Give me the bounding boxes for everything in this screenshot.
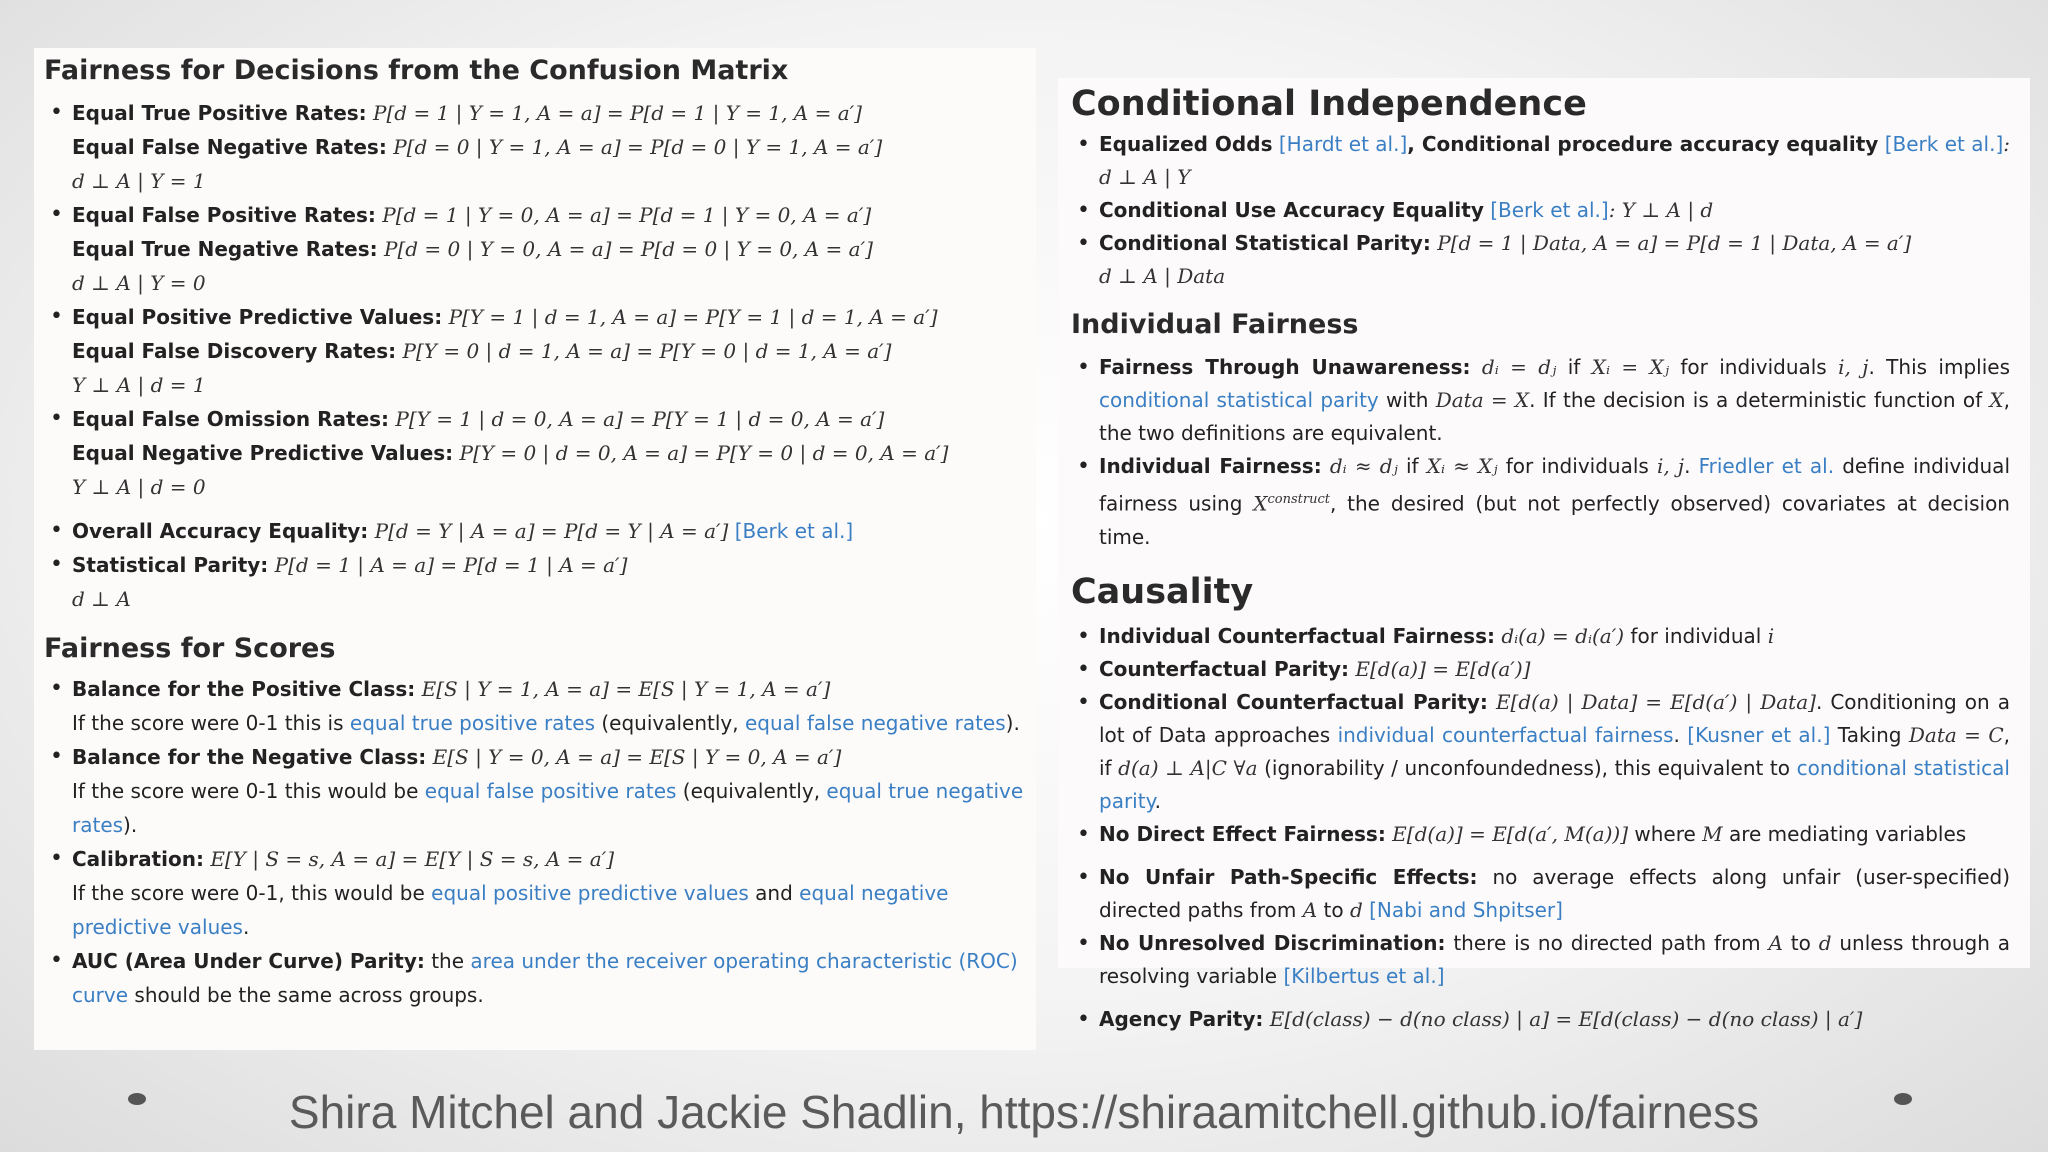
list-item: • Conditional Counterfactual Parity: E[d(a) | Data] = E[d(a′) | Data]. Conditioning on a lot of Data approaches individual counterfactual fairness. [Kusner et al.] Taking Data = C, if d(a) ⊥ A|C ∀a (ignorability / unconfoundedness), this equivalent to conditional statistical parity.	[1071, 686, 2010, 818]
link[interactable]: equal true positive rates	[349, 711, 595, 735]
citation-link[interactable]: [Berk et al.]	[734, 519, 854, 543]
list-item: • Equal Positive Predictive Values: P[Y = 1 | d = 1, A = a] = P[Y = 1 | d = 1, A = a′] Equal False Discovery Rates: P[Y = 0 | d = 1, A = a] = P[Y = 0 | d = 1, A = a′] Y ⊥ A | d = 1	[44, 300, 1026, 402]
citation-link[interactable]: [Berk et al.]	[1878, 132, 2004, 156]
list-item: • No Unfair Path-Specific Effects: no average effects along unfair (user-specified) directed paths from A to d [Nabi and Shpitser]	[1071, 861, 2010, 927]
causality-list	[1071, 620, 2010, 1036]
citation-link[interactable]: [Berk et al.]	[1483, 198, 1609, 222]
list-item: • Conditional Statistical Parity: P[d = 1 | Data, A = a] = P[d = 1 | Data, A = a′] d ⊥ A | Data	[1071, 227, 2010, 293]
list-item: • Equal False Positive Rates: P[d = 1 | Y = 0, A = a] = P[d = 1 | Y = 0, A = a′] Equal True Negative Rates: P[d = 0 | Y = 0, A = a] = P[d = 0 | Y = 0, A = a′] d ⊥ A | Y = 0	[44, 198, 1026, 300]
list-item: • Agency Parity: E[d(class) − d(no class) | a] = E[d(class) − d(no class) | a′]	[1071, 1003, 2010, 1036]
link[interactable]: equal negative predictive values	[72, 881, 949, 939]
list-item: • AUC (Area Under Curve) Parity: the area under the receiver operating characteristic (ROC) curve should be the same across groups.	[44, 944, 1026, 1012]
scores-list	[44, 672, 1026, 1012]
link[interactable]: area under the receiver operating characteristic (ROC) curve	[72, 949, 1018, 1007]
citation-link[interactable]: [Nabi and Shpitser]	[1369, 897, 1563, 922]
list-item: • Conditional Use Accuracy Equality [Berk et al.]: Y ⊥ A | d	[1071, 194, 2010, 227]
list-item: • Overall Accuracy Equality: P[d = Y | A = a] = P[d = Y | A = a′] [Berk et al.]	[44, 514, 1026, 548]
ci-list	[1071, 128, 2010, 293]
list-item: • Equal True Positive Rates: P[d = 1 | Y = 1, A = a] = P[d = 1 | Y = 1, A = a′] Equal False Negative Rates: P[d = 0 | Y = 1, A = a] = P[d = 0 | Y = 1, A = a′] d ⊥ A | Y = 1	[44, 96, 1026, 198]
link[interactable]: equal true negative rates	[72, 779, 1024, 837]
section-title-individual-fairness: Individual Fairness	[1071, 309, 1359, 340]
citation-link[interactable]: [Kusner et al.]	[1687, 722, 1831, 747]
citation-link[interactable]: [Hardt et al.]	[1272, 132, 1408, 156]
fairness-definitions-panel	[1058, 78, 2030, 1031]
list-item: • Equalized Odds [Hardt et al.], Conditional procedure accuracy equality [Berk et al.]: d ⊥ A | Y	[1071, 128, 2010, 194]
list-item: • No Unresolved Discrimination: there is no directed path from A to d unless through a resolving variable [Kilbertus et al.]	[1071, 927, 2010, 993]
list-item: • Counterfactual Parity: E[d(a)] = E[d(a′)]	[1071, 653, 2010, 686]
list-item: • Fairness Through Unawareness: dᵢ = dⱼ if Xᵢ = Xⱼ for individuals i, j. This implies conditional statistical parity with Data = X. If the decision is a deterministic function of X, the two definitions are equivalent.	[1071, 351, 2010, 450]
list-item: • Equal False Omission Rates: P[Y = 1 | d = 0, A = a] = P[Y = 1 | d = 0, A = a′] Equal Negative Predictive Values: P[Y = 0 | d = 0, A = a] = P[Y = 0 | d = 0, A = a′] Y ⊥ A | d = 0	[44, 402, 1026, 504]
section-title-confusion: Fairness for Decisions from the Confusion Matrix	[44, 55, 789, 86]
confusion-list	[44, 96, 1026, 616]
confusion-matrix-panel	[34, 48, 1036, 1050]
link[interactable]: equal false positive rates	[424, 779, 677, 803]
individual-list	[1071, 351, 2010, 554]
link[interactable]: conditional statistical parity	[1099, 388, 1379, 412]
list-item: • Individual Fairness: dᵢ ≈ dⱼ if Xᵢ ≈ Xⱼ for individuals i, j. Friedler et al. define individual fairness using $X^{construct}$, the desired (but not perfectly observed) covariates at decision time.	[1071, 450, 2010, 554]
slide-footer-credit: Shira Mitchel and Jackie Shadlin, https://shiraamitchell.github.io/fairness	[288, 1086, 1760, 1138]
link[interactable]: conditional statistical parity	[1099, 755, 2010, 813]
link[interactable]: equal false negative rates	[744, 711, 1006, 735]
list-item: • Individual Counterfactual Fairness: dᵢ(a) = dᵢ(a′) for individual i	[1071, 620, 2010, 653]
section-title-conditional-independence: Conditional Independence	[1071, 84, 1587, 124]
list-item: • Calibration: E[Y | S = s, A = a] = E[Y | S = s, A = a′] If the score were 0-1, this would be equal positive predictive values and equal negative predictive values.	[44, 842, 1026, 944]
link[interactable]: equal positive predictive values	[431, 881, 749, 905]
section-title-scores: Fairness for Scores	[44, 633, 336, 664]
citation-link[interactable]: Friedler et al.	[1698, 454, 1835, 478]
list-item: • Balance for the Negative Class: E[S | Y = 0, A = a] = E[S | Y = 0, A = a′] If the score were 0-1 this would be equal false positive rates (equivalently, equal true negative rates).	[44, 740, 1026, 842]
list-item: • Balance for the Positive Class: E[S | Y = 1, A = a] = E[S | Y = 1, A = a′] If the score were 0-1 this is equal true positive rates (equivalently, equal false negative rates).	[44, 672, 1026, 740]
link[interactable]: individual counterfactual fairness	[1337, 722, 1674, 747]
list-item: • No Direct Effect Fairness: E[d(a)] = E[d(a′, M(a))] where M are mediating variables	[1071, 818, 2010, 851]
citation-link[interactable]: [Kilbertus et al.]	[1283, 963, 1445, 988]
list-item: • Statistical Parity: P[d = 1 | A = a] = P[d = 1 | A = a′] d ⊥ A	[44, 548, 1026, 616]
section-title-causality: Causality	[1071, 571, 1254, 612]
